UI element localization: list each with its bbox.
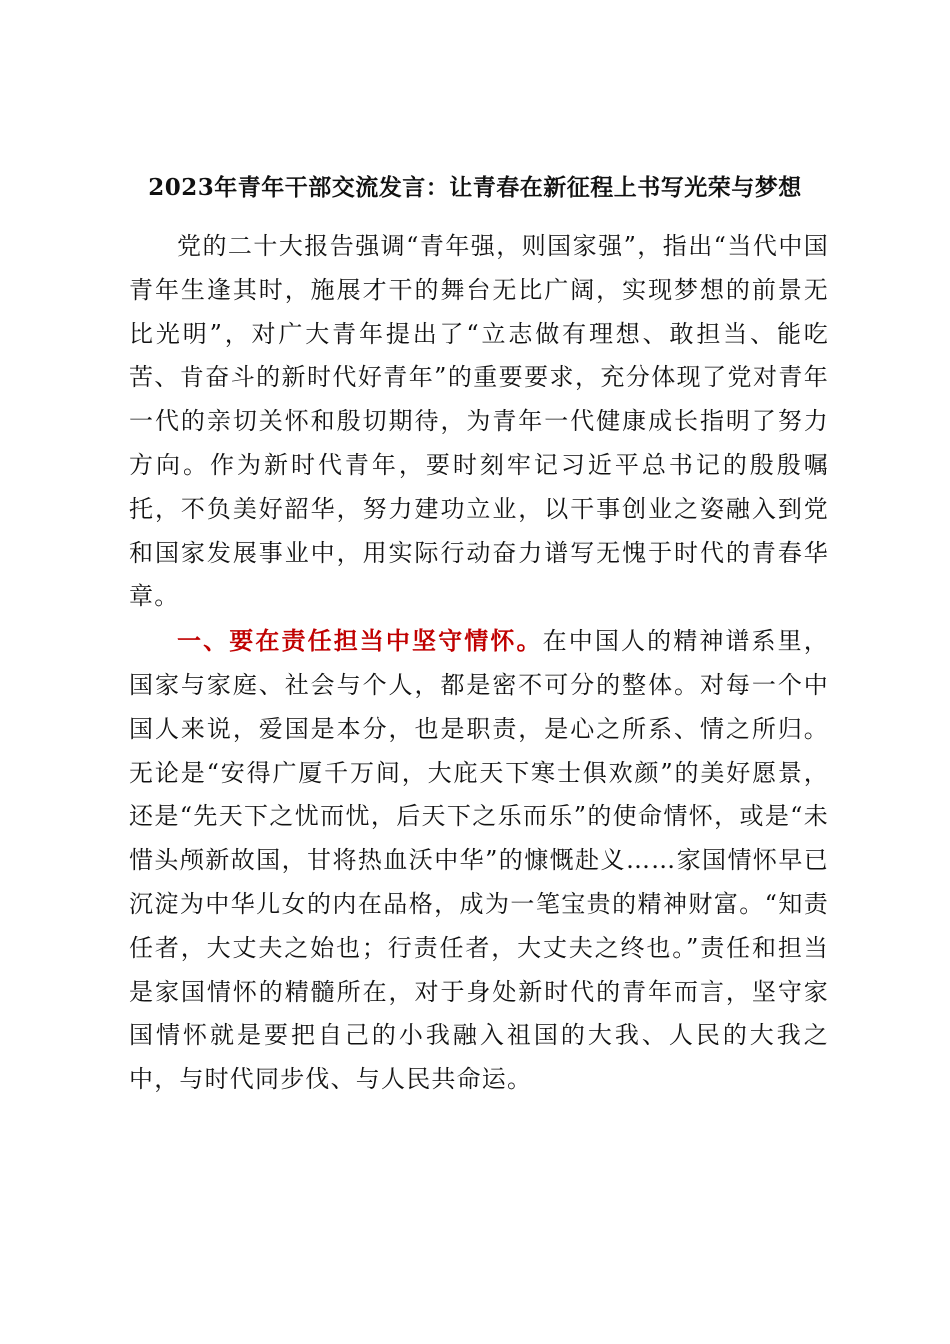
paragraph-section-1 [129, 619, 829, 1102]
paragraph-text: 党的二十大报告强调“青年强，则国家强”，指出“当代中国青年生逢其时，施展才干的舞台无比广阔，实现梦想的前景无比光明”，对广大青年提出了“立志做有理想、敢担当、能吃苦、肯奋斗的新时代好青年”的重要要求，充分体现了党对青年一代的亲切关怀和殷切期待，为青年一代健康成长指明了努力方向。作为新时代青年，要时刻牢记习近平总书记的殷殷嘱托，不负美好韶华，努力建功立业，以干事创业之姿融入到党和国家发展事业中，用实际行动奋力谱写无愧于时代的青春华章。 [129, 232, 829, 611]
paragraph-intro [129, 225, 829, 619]
document-title: 2023年青年干部交流发言：让青春在新征程上书写光荣与梦想 [148, 174, 802, 201]
paragraph-text: 在中国人的精神谱系里，国家与家庭、社会与个人，都是密不可分的整体。对每一个中国人来说，爱国是本分，也是职责，是心之所系、情之所归。无论是“安得广厦千万间，大庇天下寒士俱欢颜”的美好愿景，还是“先天下之忧而忧，后天下之乐而乐”的使命情怀，或是“未惜头颅新故国，甘将热血沃中华”的慷慨赴义……家国情怀早已沉淀为中华儿女的内在品格，成为一笔宝贵的精神财富。“知责任者，大丈夫之始也；行责任者，大丈夫之终也。”责任和担当是家国情怀的精髓所在，对于身处新时代的青年而言，坚守家国情怀就是要把自己的小我融入祖国的大我、人民的大我之中，与时代同步伐、与人民共命运。 [129, 627, 829, 1094]
document-body [129, 225, 829, 1102]
section-heading: 一、要在责任担当中坚守情怀。 [177, 626, 543, 656]
